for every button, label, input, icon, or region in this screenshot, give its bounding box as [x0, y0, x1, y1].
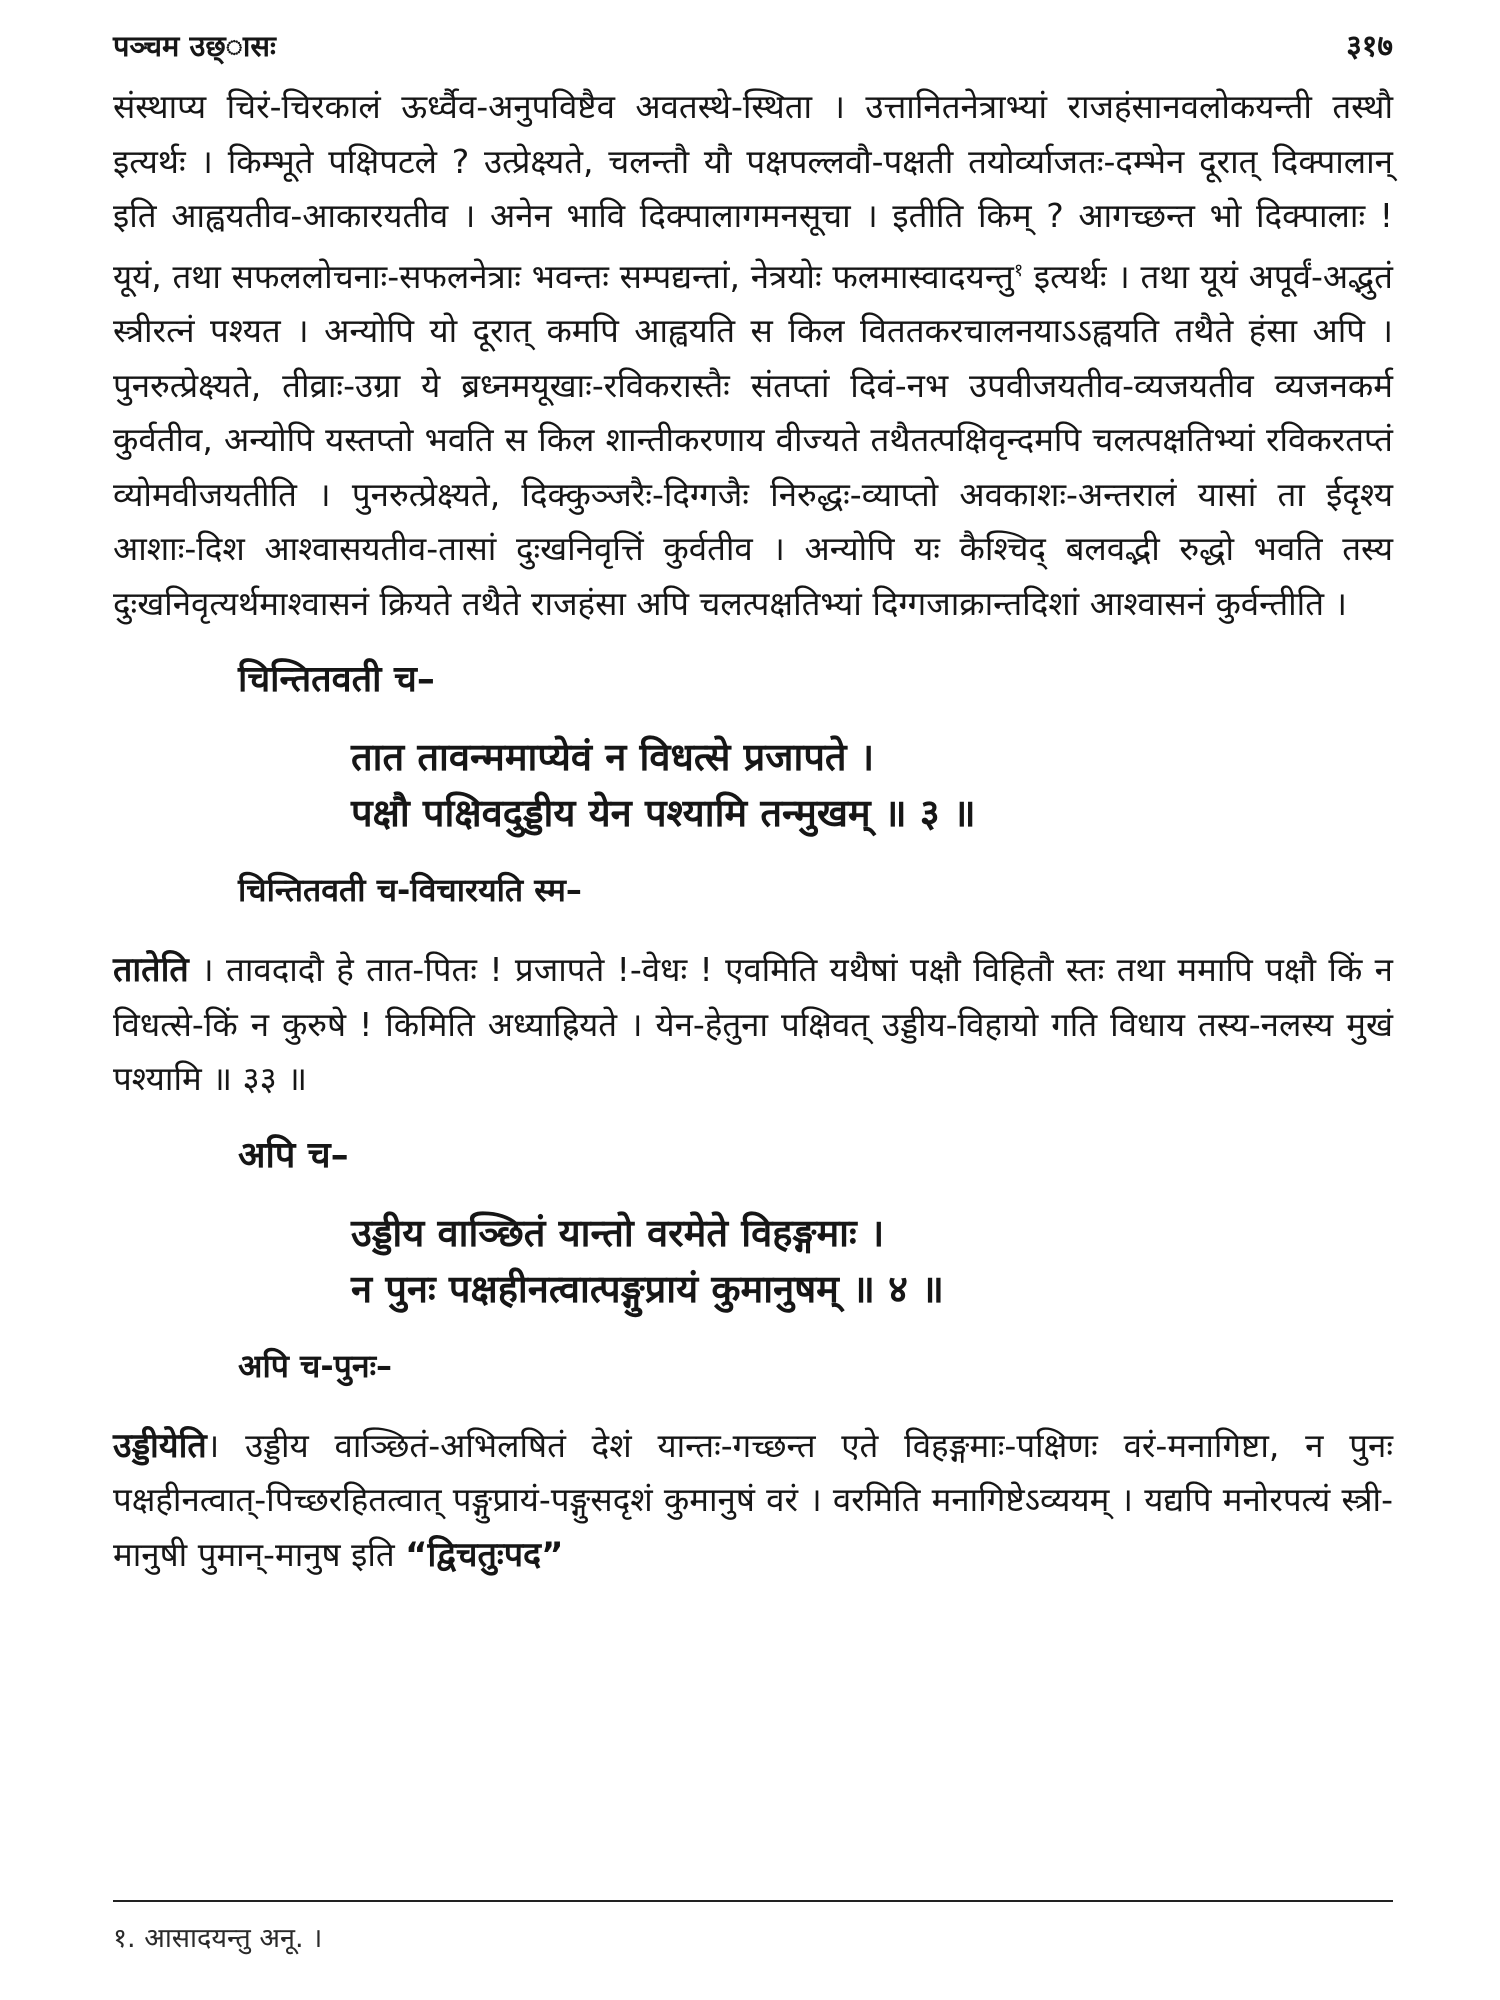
- running-header: [113, 24, 1393, 76]
- commentary-lemma: तातेति: [113, 950, 189, 990]
- footnote: १. आसादयन्तु अनू. ।: [113, 1923, 323, 1954]
- footnote-marker: १: [1013, 259, 1024, 281]
- verse-line: उड्डीय वाञ्छितं यान्तो वरमेते विहङ्गमाः ।: [351, 1210, 885, 1255]
- verse-line: न पुनः पक्षहीनत्वात्पङ्गुप्रायं कुमानुषम् ॥ ४ ॥: [351, 1266, 944, 1311]
- verse-intro-2: [113, 865, 1393, 915]
- book-page: [113, 24, 1393, 1974]
- commentary-3: [113, 943, 1393, 1107]
- verse-4: [113, 1205, 1393, 1317]
- commentary-paragraph-4: [113, 1419, 1393, 1583]
- verse-line: पक्षौ पक्षिवदुड्डीय येन पश्यामि तन्मुखम् ॥ ३ ॥: [351, 791, 976, 835]
- main-text: [113, 80, 1393, 631]
- verse-intro-1: चिन्तितवती च–: [238, 659, 435, 700]
- verse-3: [113, 729, 1393, 841]
- intro-bold-part: अपि च: [238, 1346, 321, 1385]
- commentary-text: । तावदादौ हे तात-पितः ! प्रजापते !-वेधः ! एवमिति यथैषां पक्षौ विहितौ स्तः तथा ममापि पक्षौ किं न विधत्से-किं न कुरुषे ! किमिति अध्याह्रियते । येन-हेतुना पक्षिवत् उड्डीय-विहायो गति विधाय तस्य-नलस्य मुखं पश्यामि ॥ ३३ ॥: [113, 950, 1393, 1098]
- quoted-term: “द्विचतुःपद”: [405, 1534, 564, 1575]
- commentary-4: [113, 1419, 1393, 1583]
- commentary-text: । उड्डीय वाञ्छितं-अभिलषितं देशं यान्तः-गच्छन्त एते विहङ्गमाः-पक्षिणः वरं-मनागिष्टा, न पुनः पक्षहीनत्वात्-पिच्छरहितत्वात् पङ्गुप्रायं-पङ्गुसदृशं कुमानुषं वरं । वरमिति मनागिष्टेऽव्ययम् । यद्यपि मनोरपत्यं स्त्री-मानुषी पुमान्-मानुष इति: [113, 1425, 1393, 1574]
- intro-rest: ती च-विचारयति स्म–: [339, 871, 582, 909]
- commentary-text-continued: इत्यर्थः । तथा यूयं अपूर्वं-अद्भुतं स्त्रीरत्नं पश्यत । अन्योपि यो दूरात् कमपि आह्वयति स किल विततकरचालनयाऽऽह्वयति तथैते हंसा अपि । पुनरुत्प्रेक्ष्यते, तीव्राः-उग्रा ये ब्रध्नमयूखाः-रविकरास्तैः संतप्तां दिवं-नभ उपवीजयतीव-व्यजयतीव व्यजनकर्म कुर्वतीव, अन्योपि यस्तप्तो भवति स किल शान्तीकरणाय वीज्यते तथैतत्पक्षिवृन्दमपि चलत्पक्षतिभ्यां रविकरतप्तं व्योमवीजयतीति । पुनरुत्प्रेक्ष्यते, दिक्कुञ्जरैः-दिग्गजैः निरुद्धः-व्याप्तो अवकाशः-अन्तरालं यासां ता ईदृश्य आशाः-दिश आश्वासयतीव-तासां दुःखनिवृत्तिं कुर्वतीव । अन्योपि यः कैश्चिद् बलवद्भी रुद्धो भवति तस्य दुःखनिवृत्यर्थमाश्वासनं क्रियते तथैते राजहंसा अपि चलत्पक्षतिभ्यां दिग्गजाक्रान्तदिशां आश्वासनं कुर्वन्तीति ।: [113, 256, 1393, 623]
- commentary-lemma: उड्डीयेति: [113, 1425, 207, 1466]
- intro-rest: -पुनः–: [320, 1346, 393, 1385]
- page-number: ३१७: [1346, 29, 1393, 64]
- chapter-title: पञ्चम उछ्ासः: [113, 29, 276, 63]
- intro-bold-part: चिन्तितव: [238, 871, 340, 909]
- verse-intro-4: [113, 1341, 1393, 1391]
- verse-line: तात तावन्ममाप्येवं न विधत्से प्रजापते ।: [351, 735, 875, 779]
- commentary-paragraph-3: [113, 943, 1393, 1107]
- footnote-divider: [113, 1900, 1393, 1902]
- commentary-text: संस्थाप्य चिरं-चिरकालं ऊर्ध्वैव-अनुपविष्टैव अवतस्थे-स्थिता । उत्तानितनेत्राभ्यां राजहंसानवलोकयन्ती तस्थौ इत्यर्थः । किम्भूते पक्षिपटले ? उत्प्रेक्ष्यते, चलन्तौ यौ पक्षपल्लवौ-पक्षती तयोर्व्याजतः-दम्भेन दूरात् दिक्पालान् इति आह्वयतीव-आकारयतीव । अनेन भावि दिक्पालागमनसूचा । इतीति किम् ? आगच्छन्त भो दिक्पालाः ! यूयं, तथा सफललोचनाः-सफलनेत्राः भवन्तः सम्पद्यन्तां, नेत्रयोः फलमास्वादयन्तु: [113, 87, 1393, 296]
- verse-intro-3: अपि च–: [238, 1134, 349, 1176]
- commentary-paragraph-1: [113, 80, 1393, 631]
